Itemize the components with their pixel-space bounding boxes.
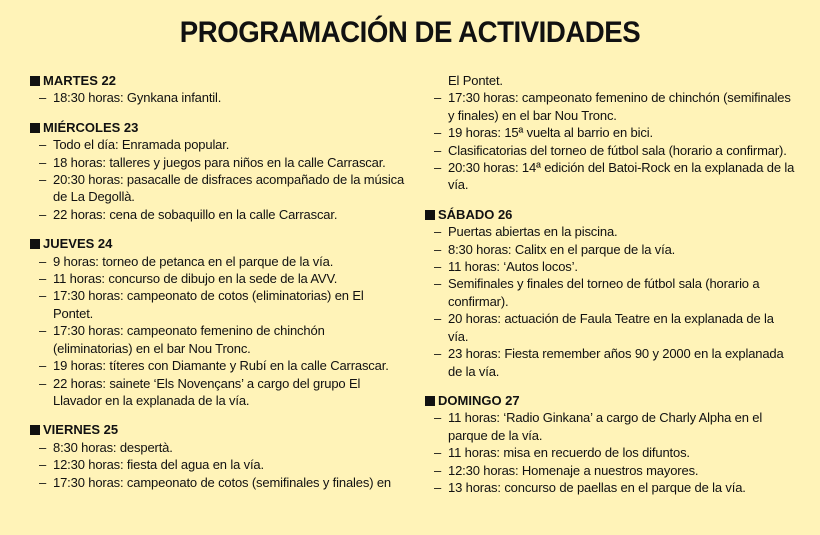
- list-item: [425, 124, 797, 141]
- dash-bullet: –: [434, 224, 442, 240]
- list-item: [425, 444, 797, 461]
- dash-bullet: –: [39, 154, 47, 170]
- list-item: [30, 375, 406, 410]
- list-item: [30, 456, 406, 473]
- dash-bullet: –: [39, 206, 47, 222]
- list-item: [425, 241, 797, 258]
- item-text: 17:30 horas: campeonato de cotos (eliminatorias) en El Pontet.: [53, 288, 364, 321]
- day-heading: [425, 206, 797, 223]
- day-name: JUEVES 24: [43, 236, 113, 252]
- dash-bullet: –: [434, 160, 442, 176]
- dash-bullet: –: [434, 462, 442, 478]
- day-name: MARTES 22: [43, 73, 116, 88]
- list-item: [30, 89, 406, 106]
- list-item: [425, 89, 797, 124]
- dash-bullet: –: [434, 479, 442, 495]
- item-text: Todo el día: Enramada popular.: [53, 137, 230, 153]
- page-title: PROGRAMACIÓN DE ACTIVIDADES: [179, 16, 641, 49]
- day-name: MIÉRCOLES 23: [43, 119, 139, 135]
- list-item: [30, 171, 406, 206]
- list-item: [425, 310, 797, 345]
- square-bullet-icon: [30, 76, 40, 86]
- dash-bullet: –: [39, 90, 47, 106]
- list-item: [30, 206, 406, 223]
- item-text: Clasificatorias del torneo de fútbol sala (horario a confirmar).: [448, 142, 787, 158]
- item-text: 20:30 horas: pasacalle de disfraces acompañado de la música de La Degollà.: [53, 172, 405, 205]
- item-text: Puertas abiertas en la piscina.: [448, 224, 618, 240]
- list-item: [425, 462, 797, 479]
- item-text: 18:30 horas: Gynkana infantil.: [53, 90, 222, 106]
- dash-bullet: –: [434, 346, 442, 362]
- list-item: [30, 322, 406, 357]
- list-item: [30, 253, 406, 270]
- item-text: 12:30 horas: fiesta del agua en la vía.: [53, 457, 264, 473]
- dash-bullet: –: [39, 474, 47, 490]
- continuation-text: El Pontet.: [448, 73, 503, 88]
- dash-bullet: –: [39, 271, 47, 287]
- day-heading: [30, 119, 406, 136]
- item-text: 22 horas: cena de sobaquillo en la calle Carrascar.: [53, 206, 338, 222]
- list-item: [425, 258, 797, 275]
- day-section: [30, 72, 406, 107]
- day-section: [425, 392, 797, 496]
- dash-bullet: –: [434, 90, 442, 106]
- item-text: 17:30 horas: campeonato femenino de chinchón (semifinales y finales) en el bar Nou Tronc.: [448, 90, 791, 123]
- list-item: [30, 439, 406, 456]
- dash-bullet: –: [39, 358, 47, 374]
- dash-bullet: –: [434, 259, 442, 275]
- right-days: [425, 206, 797, 497]
- square-bullet-icon: [425, 210, 435, 220]
- item-text: 11 horas: ‘Radio Ginkana’ a cargo de Charly Alpha en el parque de la vía.: [448, 410, 763, 443]
- right-column: [425, 72, 797, 508]
- dash-bullet: –: [39, 172, 47, 188]
- dash-bullet: –: [434, 241, 442, 257]
- list-item: [425, 142, 797, 159]
- day-heading: [30, 421, 406, 438]
- list-item: [425, 479, 797, 496]
- list-item: [425, 409, 797, 444]
- list-item: [425, 223, 797, 240]
- item-text: 8:30 horas: Calitx en el parque de la vía.: [448, 241, 676, 257]
- item-text: 13 horas: concurso de paellas en el parque de la vía.: [448, 479, 746, 495]
- item-text: 17:30 horas: campeonato de cotos (semifinales y finales) en: [53, 474, 392, 490]
- dash-bullet: –: [39, 457, 47, 473]
- list-item: [30, 357, 406, 374]
- item-text: 20:30 horas: 14ª edición del Batoi-Rock en la explanada de la vía.: [448, 160, 795, 193]
- list-item: [425, 275, 797, 310]
- continued-items: [425, 89, 797, 193]
- item-text: 8:30 horas: despertà.: [53, 439, 173, 455]
- list-item: [425, 159, 797, 194]
- dash-bullet: –: [434, 445, 442, 461]
- list-item: [425, 345, 797, 380]
- item-text: 11 horas: concurso de dibujo en la sede de la AVV.: [53, 271, 338, 287]
- item-text: 20 horas: actuación de Faula Teatre en la explanada de la vía.: [448, 311, 774, 344]
- item-text: 18 horas: talleres y juegos para niños en la calle Carrascar.: [53, 154, 386, 170]
- left-column: [30, 72, 406, 503]
- dash-bullet: –: [39, 137, 47, 153]
- item-text: 23 horas: Fiesta remember años 90 y 2000 en la explanada de la vía.: [448, 346, 784, 379]
- dash-bullet: –: [39, 323, 47, 339]
- dash-bullet: –: [434, 276, 442, 292]
- day-heading: [30, 235, 406, 252]
- item-text: 12:30 horas: Homenaje a nuestros mayores.: [448, 462, 699, 478]
- list-item: [30, 474, 406, 491]
- list-item: [30, 287, 406, 322]
- dash-bullet: –: [39, 288, 47, 304]
- day-section: [425, 206, 797, 380]
- item-text: 11 horas: misa en recuerdo de los difuntos.: [448, 445, 690, 461]
- square-bullet-icon: [425, 396, 435, 406]
- day-heading: [425, 392, 797, 409]
- item-text: 19 horas: 15ª vuelta al barrio en bici.: [448, 125, 653, 141]
- dash-bullet: –: [39, 253, 47, 269]
- list-item: [30, 136, 406, 153]
- item-text: Semifinales y finales del torneo de fútbol sala (horario a confirmar).: [448, 276, 760, 309]
- dash-bullet: –: [39, 375, 47, 391]
- item-text: 19 horas: títeres con Diamante y Rubí en la calle Carrascar.: [53, 358, 389, 374]
- dash-bullet: –: [434, 311, 442, 327]
- day-section: [30, 235, 406, 409]
- square-bullet-icon: [30, 425, 40, 435]
- day-heading: [30, 72, 406, 89]
- list-item: [30, 270, 406, 287]
- list-item: [30, 154, 406, 171]
- day-section: [30, 119, 406, 223]
- item-text: 17:30 horas: campeonato femenino de chinchón (eliminatorias) en el bar Nou Tronc.: [53, 323, 325, 356]
- day-name: DOMINGO 27: [438, 392, 520, 408]
- dash-bullet: –: [39, 439, 47, 455]
- item-text: 11 horas: ‘Autos locos’.: [448, 259, 578, 275]
- dash-bullet: –: [434, 125, 442, 141]
- day-name: VIERNES 25: [43, 422, 119, 438]
- square-bullet-icon: [30, 239, 40, 249]
- day-section: [30, 421, 406, 491]
- item-text: 22 horas: sainete ‘Els Novençans’ a cargo del grupo El Llavador en la explanada de la vía.: [53, 375, 361, 408]
- dash-bullet: –: [434, 410, 442, 426]
- item-text: 9 horas: torneo de petanca en el parque de la vía.: [53, 253, 334, 269]
- dash-bullet: –: [434, 142, 442, 158]
- square-bullet-icon: [30, 123, 40, 133]
- day-name: SÁBADO 26: [438, 206, 513, 222]
